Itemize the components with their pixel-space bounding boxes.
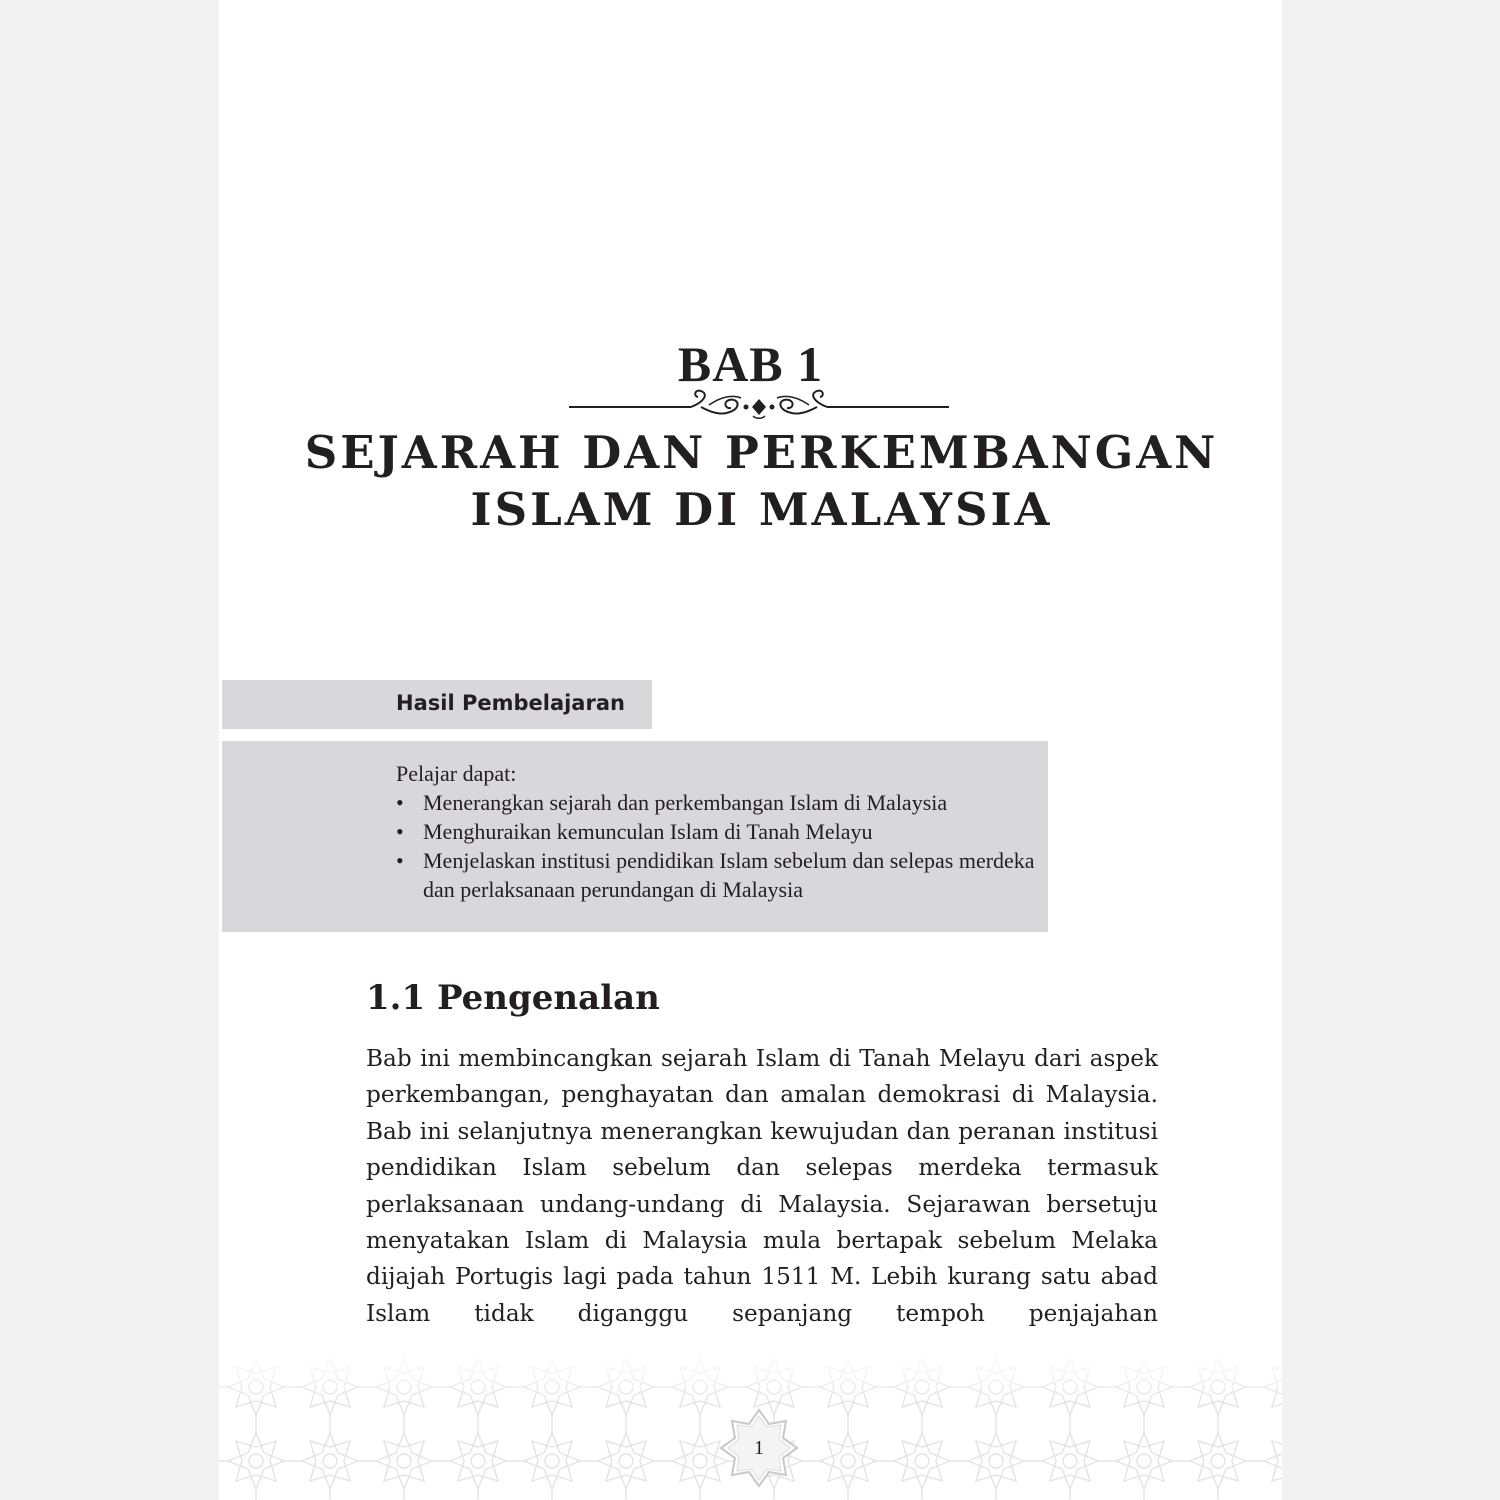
bullet-icon: • [396, 819, 404, 844]
chapter-title-line-2: ISLAM DI MALAYSIA [470, 483, 1053, 536]
learning-outcomes-list [396, 788, 1046, 904]
list-item [396, 846, 1046, 904]
list-item-text: Menjelaskan institusi pendidikan Islam sebelum dan selepas merdeka dan perlaksanaan perundangan di Malaysia [423, 848, 1035, 902]
chapter-label: BAB 1 [677, 336, 824, 392]
book-page [219, 0, 1282, 1500]
learning-outcomes-header [222, 680, 652, 729]
chapter-title-line-1: SEJARAH DAN PERKEMBANGAN [304, 426, 1219, 479]
chapter-title [219, 424, 1282, 538]
section-body-paragraph: Bab ini membincangkan sejarah Islam di Tanah Melayu dari aspek perkembangan, penghayatan dan amalan demokrasi di Malaysia. Bab ini selanjutnya menerangkan kewujudan dan peranan institusi pendidikan Islam sebelum dan selepas merdeka termasuk perlaksanaan undang-undang di Malaysia. Sejarawan bersetuju menyatakan Islam di Malaysia mula bertapak sebelum Melaka dijajah Portugis lagi pada tahun 1511 M. Lebih kurang satu abad Islam tidak diganggu sepanjang tempoh penjajahan [366, 1045, 1158, 1327]
learning-outcomes-box [222, 741, 1048, 932]
list-item [396, 817, 1046, 846]
floral-divider-ornament-icon [569, 388, 949, 424]
learning-outcomes-heading: Hasil Pembelajaran [396, 691, 625, 715]
bullet-icon: • [396, 790, 404, 815]
bullet-icon: • [396, 848, 404, 873]
learning-outcomes-intro: Pelajar dapat: [396, 761, 517, 786]
section-heading: 1.1 Pengenalan [366, 978, 660, 1018]
list-item [396, 788, 1046, 817]
list-item-text: Menghuraikan kemunculan Islam di Tanah Melayu [423, 819, 873, 844]
list-item-text: Menerangkan sejarah dan perkembangan Islam di Malaysia [423, 790, 948, 815]
page-number: 1 [754, 1437, 764, 1459]
